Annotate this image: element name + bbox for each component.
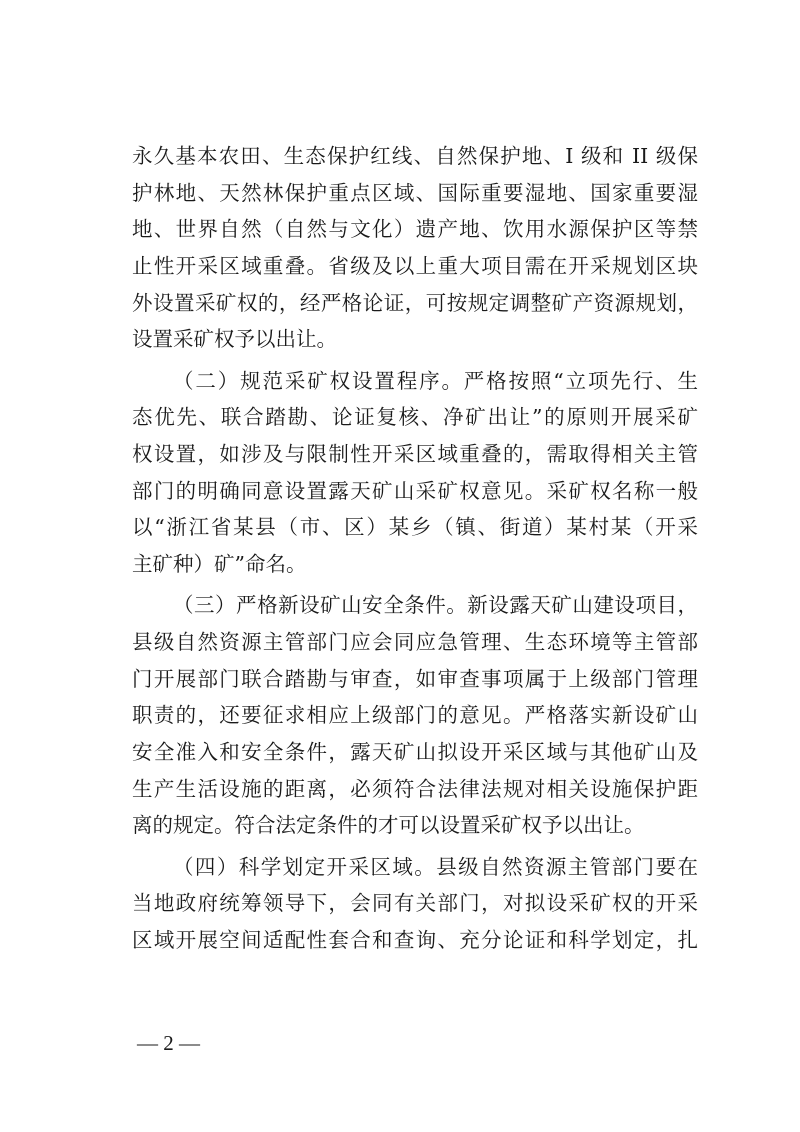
text-line: 设置采矿权予以出让。 [132,327,337,352]
text-line: 护林地、天然林保护重点区域、国际重要湿地、国家重要湿 [132,180,698,205]
text-line: 县级自然资源主管部门应会同应急管理、生态环境等主管部 [132,629,698,654]
text-line: 态优先、联合踏勘、论证复核、净矿出让”的原则开展采矿 [132,405,698,430]
text-line: 安全准入和安全条件，露天矿山拟设开采区域与其他矿山及 [132,740,698,764]
text-line: 区域开展空间适配性套合和查询、充分论证和科学划定，扎 [132,927,698,952]
text-line: 主矿种）矿”命名。 [132,552,307,577]
text-line: 以“浙江省某县（市、区）某乡（镇、街道）某村某（开采 [132,515,698,540]
text-line: （三）严格新设矿山安全条件。新设露天矿山建设项目， [173,593,698,618]
text-line: （四）科学划定开采区域。县级自然资源主管部门要在 [173,854,698,879]
paragraph [132,138,698,358]
text-line: 门开展部门联合踏勘与审查，如审查事项属于上级部门管理 [132,666,698,691]
body-text [132,138,698,959]
text-line: 止性开采区域重叠。省级及以上重大项目需在开采规划区块 [132,254,698,279]
text-line: 当地政府统筹领导下，会同有关部门，对拟设采矿权的开采 [132,891,698,916]
paragraph [132,587,698,844]
text-line: （二）规范采矿权设置程序。严格按照“立项先行、生 [173,368,698,393]
text-line: 职责的，还要征求相应上级部门的意见。严格落实新设矿山 [132,703,698,728]
text-line: 外设置采矿权的，经严格论证，可按规定调整矿产资源规划， [132,290,698,315]
text-line: 生产生活设施的距离，必须符合法律法规对相关设施保护距 [132,776,698,801]
text-line: 部门的明确同意设置露天矿山采矿权意见。采矿权名称一般 [132,478,698,503]
text-line: 永久基本农田、生态保护红线、自然保护地、I 级和 II 级保 [132,144,698,168]
text-line: 权设置，如涉及与限制性开采区域重叠的，需取得相关主管 [132,442,698,466]
paragraph [132,849,698,959]
paragraph [132,363,698,583]
text-line: 离的规定。符合法定条件的才可以设置采矿权予以出让。 [132,813,645,838]
page-number: — 2 — [137,1031,200,1055]
text-line: 地、世界自然（自然与文化）遗产地、饮用水源保护区等禁 [132,217,698,242]
